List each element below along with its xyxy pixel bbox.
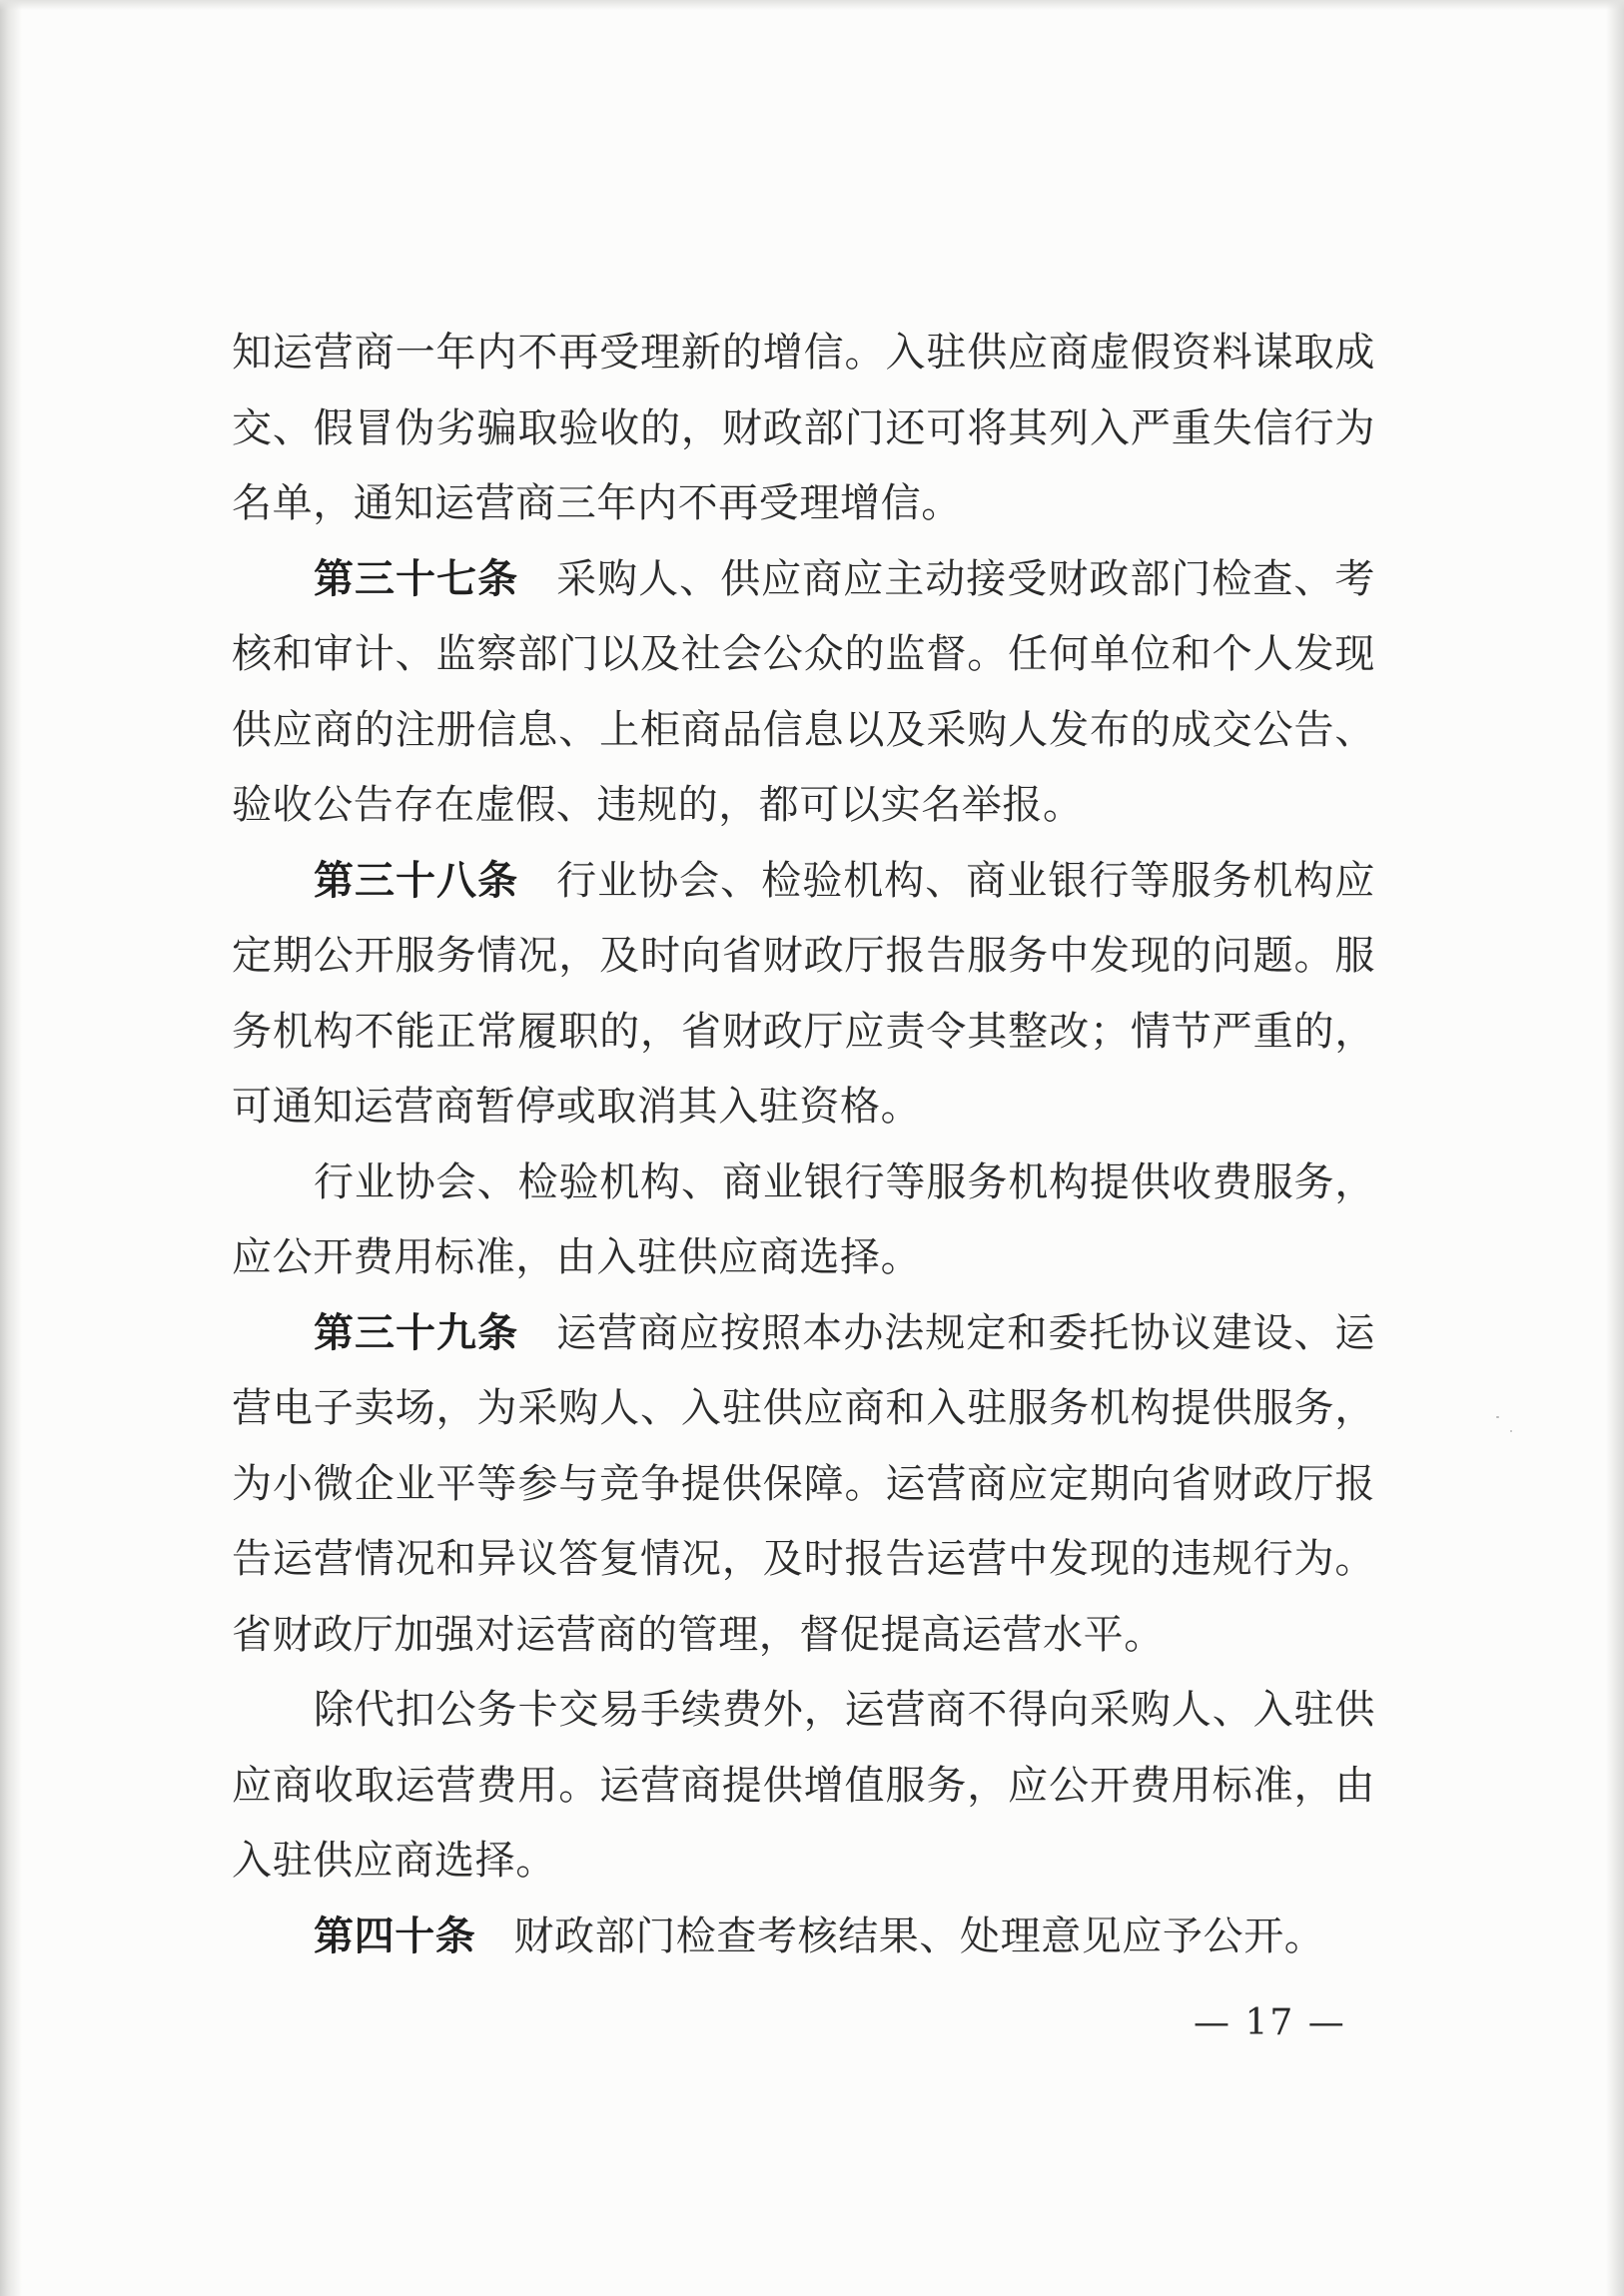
article-number: 第四十条 bbox=[314, 1913, 476, 1959]
paragraph-text: 采购人、供应商应主动接受财政部门检查、考核和审计、监察部门以及社会公众的监督。任何单位和个人发现供应商的注册信息、上柜商品信息以及采购人发布的成交公告、验收公告存在虚假、违规的，都可以实名举报。 bbox=[232, 555, 1376, 828]
scan-edge-left bbox=[0, 0, 22, 2296]
scan-edge-top bbox=[0, 0, 1624, 10]
article-number: 第三十八条 bbox=[314, 857, 519, 904]
scan-speck bbox=[1496, 1416, 1499, 1418]
scan-edge-right bbox=[1606, 0, 1624, 2296]
article-number: 第三十九条 bbox=[314, 1309, 519, 1356]
paragraph-text: 行业协会、检验机构、商业银行等服务机构应定期公开服务情况，及时向省财政厅报告服务中发现的问题。服务机构不能正常履职的，省财政厅应责令其整改；情节严重的，可通知运营商暂停或取消其入驻资格。 bbox=[232, 857, 1376, 1130]
article-39 bbox=[232, 1296, 1375, 1674]
paragraph-continuation bbox=[232, 316, 1375, 542]
body-text bbox=[232, 316, 1375, 1974]
scan-speck bbox=[1510, 1430, 1512, 1432]
article-number: 第三十七条 bbox=[314, 555, 519, 602]
paragraph-text: 财政部门检查考核结果、处理意见应予公开。 bbox=[513, 1913, 1325, 1959]
paragraph-text: 行业协会、检验机构、商业银行等服务机构提供收费服务，应公开费用标准，由入驻供应商选择。 bbox=[232, 1158, 1375, 1280]
article-39-clause-2 bbox=[232, 1673, 1375, 1900]
article-38-clause-2 bbox=[232, 1146, 1375, 1296]
article-37 bbox=[232, 542, 1375, 844]
page-number: — 17 — bbox=[1194, 2002, 1346, 2043]
paragraph-text: 除代扣公务卡交易手续费外，运营商不得向采购人、入驻供应商收取运营费用。运营商提供增值服务，应公开费用标准，由入驻供应商选择。 bbox=[232, 1687, 1375, 1884]
article-40 bbox=[232, 1900, 1375, 1975]
paragraph-text: 运营商应按照本办法规定和委托协议建设、运营电子卖场，为采购人、入驻供应商和入驻服务机构提供服务，为小微企业平等参与竞争提供保障。运营商应定期向省财政厅报告运营情况和异议答复情况，及时报告运营中发现的违规行为。省财政厅加强对运营商的管理，督促提高运营水平。 bbox=[232, 1309, 1376, 1658]
paragraph-text: 知运营商一年内不再受理新的增信。入驻供应商虚假资料谋取成交、假冒伪劣骗取验收的，财政部门还可将其列入严重失信行为名单，通知运营商三年内不再受理增信。 bbox=[232, 330, 1375, 526]
article-38 bbox=[232, 844, 1375, 1146]
